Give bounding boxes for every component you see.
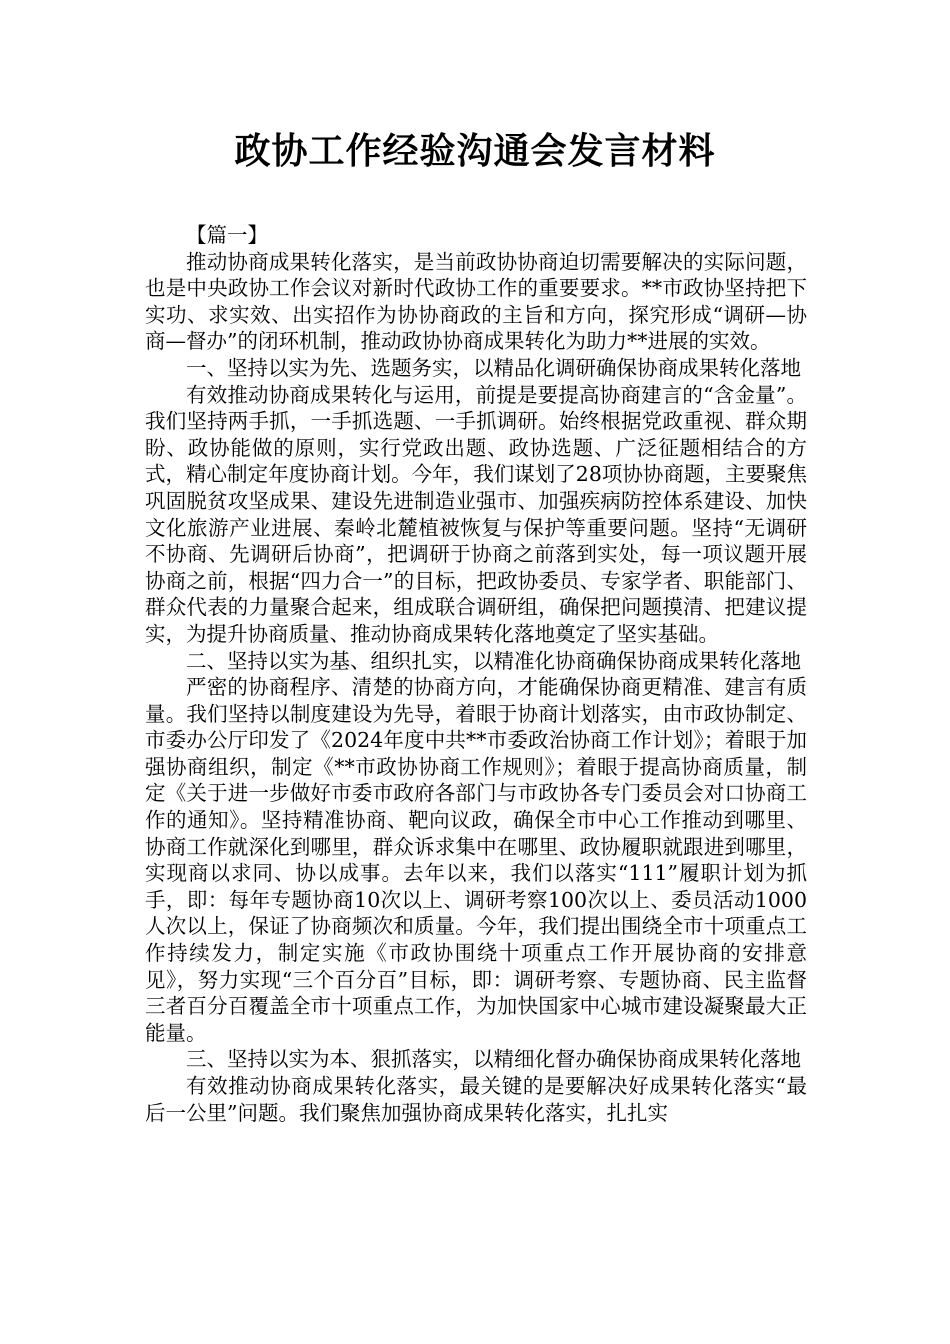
- document-title: 政协工作经验沟通会发言材料: [234, 131, 716, 172]
- heading-three: 三、坚持以实为本、狠抓落实，以精细化督办确保协商成果转化落地: [186, 1047, 801, 1072]
- heading-one: 一、坚持以实为先、选题务实，以精品化调研确保协商成果转化落地: [186, 355, 801, 380]
- section-label: 【篇一】: [186, 223, 268, 247]
- paragraph-three: 有效推动协商成果转化落实，最关键的是要解决好成果转化落实“最后一公里”问题。我们聚焦加强协商成果转化落实，扎扎实: [145, 1074, 807, 1125]
- paragraph-intro: 推动协商成果转化落实，是当前政协协商迫切需要解决的实际问题，也是中央政协工作会议对新时代政协工作的重要要求。**市政协坚持把下实功、求实效、出实招作为协协商政的主旨和方向，探究形成“调研—协商—督办”的闭环机制，推动政协协商成果转化为助力**进展的实效。: [145, 249, 807, 354]
- paragraph-one: 有效推动协商成果转化与运用，前提是要提高协商建言的“含金量”。我们坚持两手抓，一手抓选题、一手抓调研。始终根据党政重视、群众期盼、政协能做的原则，实行党政出题、政协选题、广泛征题相结合的方式，精心制定年度协商计划。今年，我们谋划了28项协协商题，主要聚焦巩固脱贫攻坚成果、建设先进制造业强市、加强疾病防控体系建设、加快文化旅游产业进展、秦岭北麓植被恢复与保护等重要问题。坚持“无调研不协商、先调研后协商”，把调研于协商之前落到实处，每一项议题开展协商之前，根据“四力合一”的目标，把政协委员、专家学者、职能部门、群众代表的力量聚合起来，组成联合调研组，确保把问题摸清、把建议提实，为提升协商质量、推动协商成果转化落地奠定了坚实基础。: [145, 382, 807, 646]
- heading-two: 二、坚持以实为基、组织扎实，以精准化协商确保协商成果转化落地: [186, 648, 801, 673]
- document-body: [145, 222, 807, 1126]
- paragraph-two: 严密的协商程序、清楚的协商方向，才能确保协商更精准、建言有质量。我们坚持以制度建设为先导，着眼于协商计划落实，由市政协制定、市委办公厅印发了《2024年度中共**市委政治协商工作计划》；着眼于加强协商组织，制定《**市政协协商工作规则》；着眼于提高协商质量，制定《关于进一步做好市委市政府各部门与市政协各专门委员会对口协商工作的通知》。坚持精准协商、靶向议政，确保全市中心工作推动到哪里、协商工作就深化到哪里，群众诉求集中在哪里、政协履职就跟进到哪里，实现商以求同、协以成事。去年以来，我们以落实“111”履职计划为抓手，即：每年专题协商10次以上、调研考察100次以上、委员活动1000人次以上，保证了协商频次和质量。今年，我们提出围绕全市十项重点工作持续发力，制定实施《市政协围绕十项重点工作开展协商的安排意见》，努力实现“三个百分百”目标，即：调研考察、专题协商、民主监督三者百分百覆盖全市十项重点工作，为加快国家中心城市建设凝聚最大正能量。: [145, 675, 807, 1045]
